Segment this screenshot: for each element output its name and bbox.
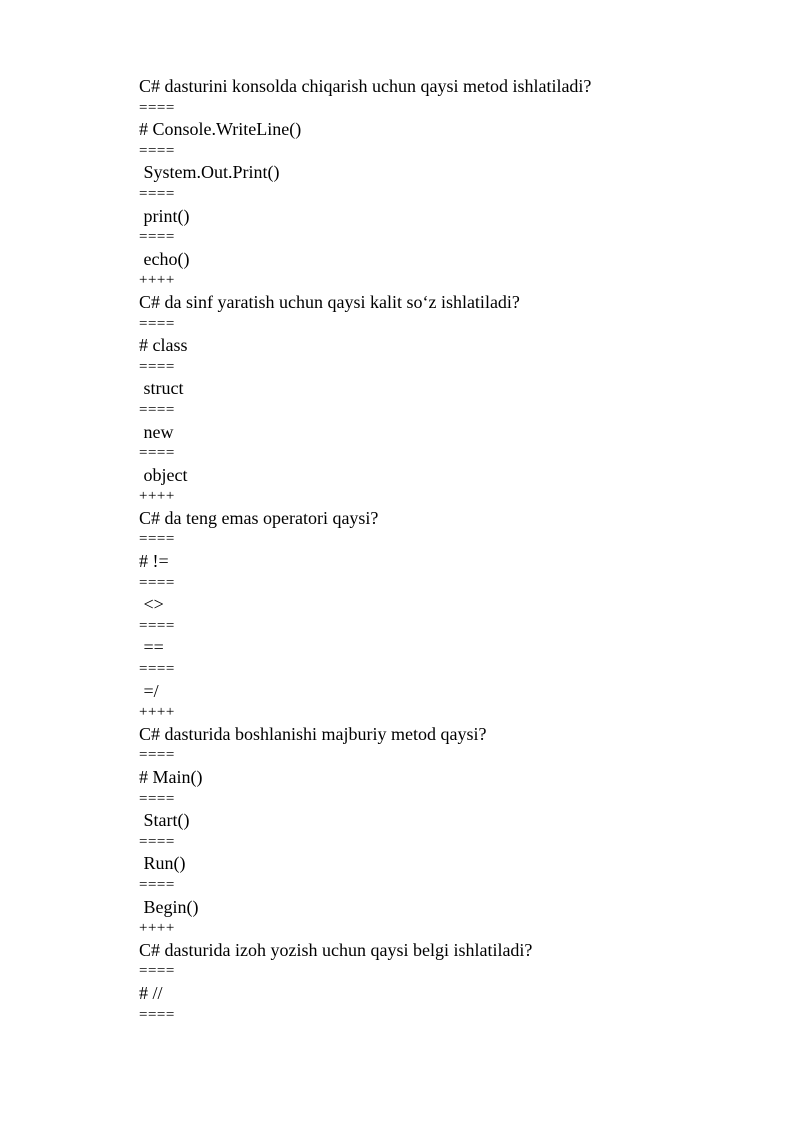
answer-option: new: [139, 421, 174, 442]
question-text: C# dasturini konsolda chiqarish uchun qaysi metod ishlatiladi?: [139, 76, 592, 96]
option-separator: ====: [139, 531, 175, 548]
answer-option: # !=: [139, 551, 169, 572]
option-separator: ====: [139, 142, 175, 159]
option-separator: ====: [139, 1006, 175, 1023]
answer-option: object: [139, 464, 188, 485]
option-separator: ====: [139, 747, 175, 764]
option-separator: ====: [139, 574, 175, 591]
answer-option: ==: [139, 637, 164, 658]
answer-option: Begin(): [139, 896, 199, 917]
answer-option: <>: [139, 594, 164, 615]
question-text: C# dasturida izoh yozish uchun qaysi belgi ishlatiladi?: [139, 939, 533, 960]
answer-option: struct: [139, 378, 184, 399]
answer-option: print(): [139, 205, 190, 226]
option-separator: ====: [139, 617, 175, 634]
option-separator: ====: [139, 315, 175, 332]
document-body: [139, 76, 759, 1026]
question-end-marker: ++++: [139, 920, 175, 937]
option-separator: ====: [139, 833, 175, 850]
question-end-marker: ++++: [139, 704, 175, 721]
answer-option: # class: [139, 335, 188, 356]
question-end-marker: ++++: [139, 488, 175, 505]
question-text: C# da teng emas operatori qaysi?: [139, 507, 379, 528]
option-separator: ====: [139, 229, 175, 246]
option-separator: ====: [139, 401, 175, 418]
option-separator: ====: [139, 445, 175, 462]
option-separator: ====: [139, 185, 175, 202]
question-text: C# da sinf yaratish uchun qaysi kalit so‘z ishlatiladi?: [139, 291, 520, 312]
answer-option: System.Out.Print(): [139, 162, 280, 183]
option-separator: ====: [139, 358, 175, 375]
answer-option: # Console.WriteLine(): [139, 119, 302, 140]
option-separator: ====: [139, 99, 175, 116]
question-end-marker: ++++: [139, 272, 175, 289]
option-separator: ====: [139, 876, 175, 893]
question-text: C# dasturida boshlanishi majburiy metod qaysi?: [139, 723, 487, 744]
option-separator: ====: [139, 963, 175, 980]
answer-option: # Main(): [139, 767, 203, 787]
answer-option: echo(): [139, 248, 190, 269]
answer-option: =/: [139, 680, 159, 701]
option-separator: ====: [139, 661, 175, 678]
answer-option: Start(): [139, 810, 190, 831]
option-separator: ====: [139, 790, 175, 807]
answer-option: # //: [139, 982, 163, 1003]
answer-option: Run(): [139, 853, 186, 874]
